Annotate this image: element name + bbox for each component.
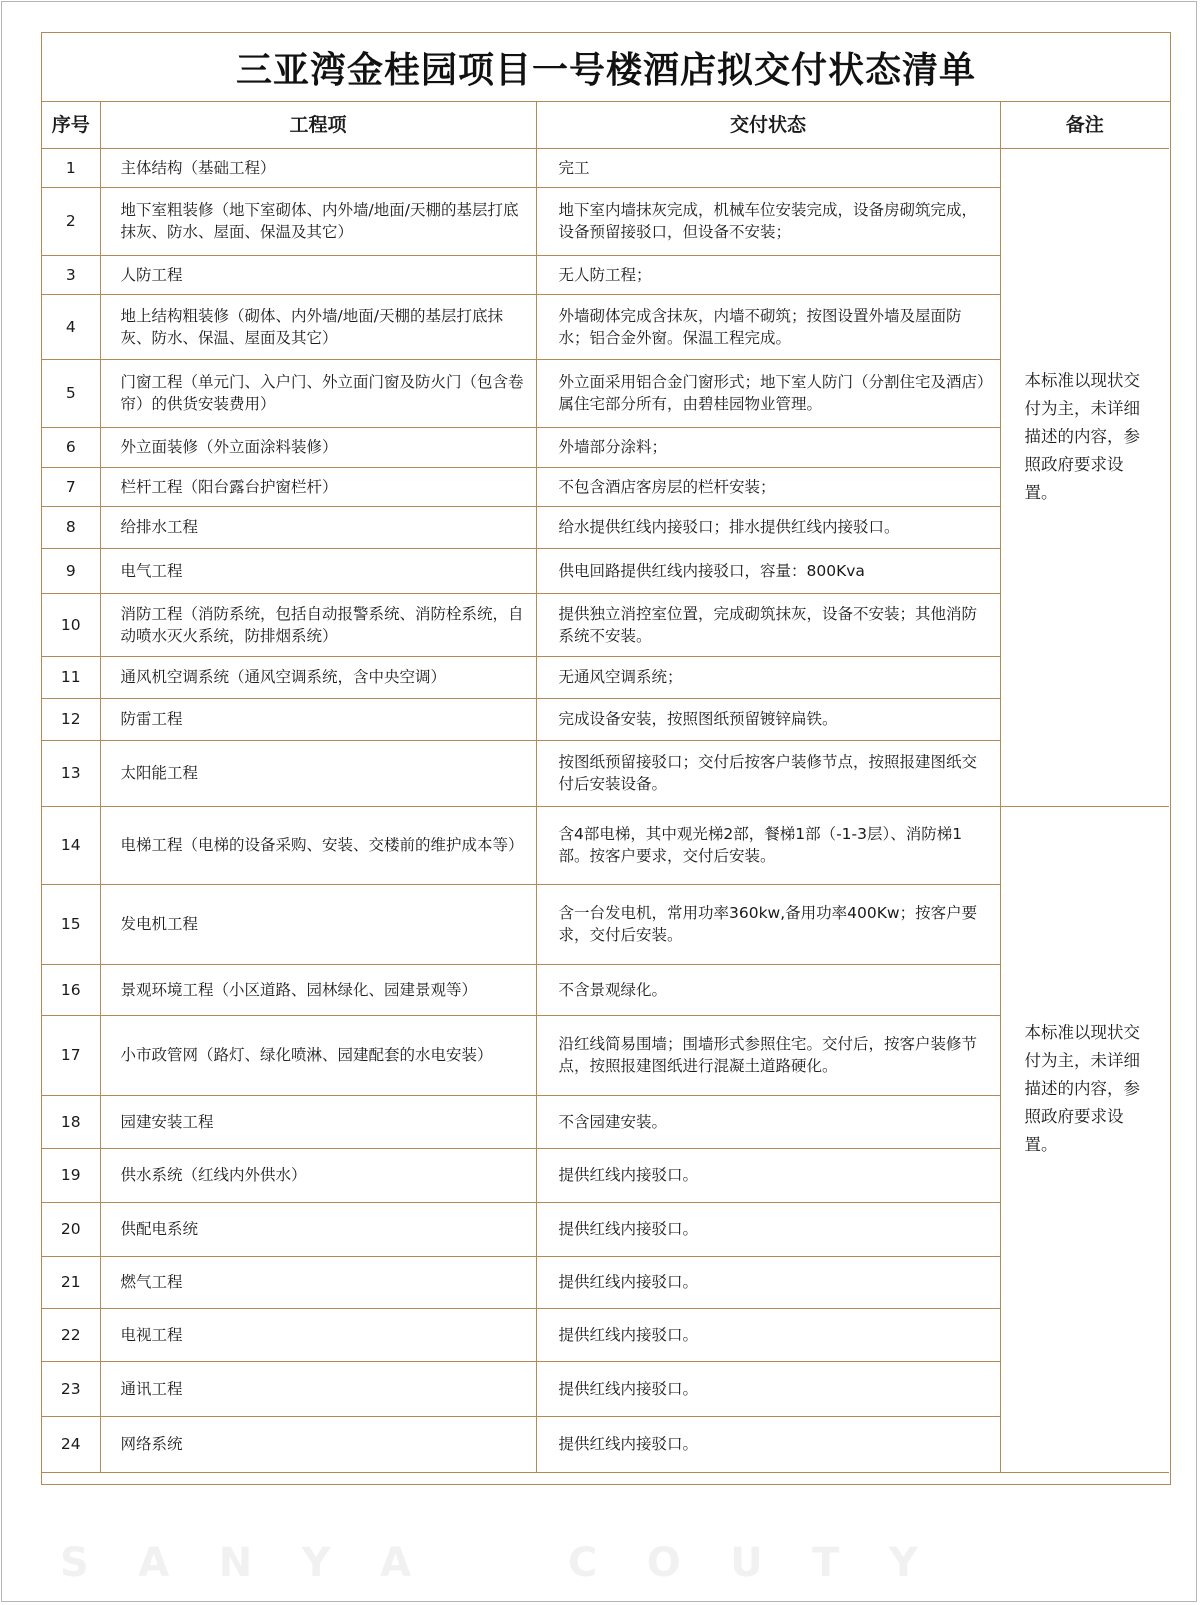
row-status: 完成设备安装，按照图纸预留镀锌扁铁。 (536, 698, 1000, 740)
row-status: 提供红线内接驳口。 (536, 1361, 1000, 1416)
row-item: 园建安装工程 (100, 1095, 536, 1148)
row-status: 外墙部分涂料； (536, 427, 1000, 467)
table-row (42, 506, 1169, 548)
table-header-row (42, 102, 1169, 148)
table-row (42, 1095, 1169, 1148)
row-item: 栏杆工程（阳台露台护窗栏杆） (100, 467, 536, 506)
table-row (42, 593, 1169, 656)
watermark-letter: T (812, 1540, 842, 1586)
row-item: 人防工程 (100, 255, 536, 294)
row-status: 按图纸预留接驳口；交付后按客户装修节点，按照报建图纸交付后安装设备。 (536, 740, 1000, 806)
document-title: 三亚湾金桂园项目一号楼酒店拟交付状态清单 (42, 33, 1170, 102)
table-row (42, 884, 1169, 964)
row-number: 4 (42, 294, 100, 359)
row-status: 无通风空调系统； (536, 656, 1000, 698)
row-number: 8 (42, 506, 100, 548)
row-number: 23 (42, 1361, 100, 1416)
row-status: 供电回路提供红线内接驳口，容量：800Kva (536, 548, 1000, 593)
row-number: 21 (42, 1256, 100, 1308)
row-status: 不包含酒店客房层的栏杆安装； (536, 467, 1000, 506)
row-item: 小市政管网（路灯、绿化喷淋、园建配套的水电安装） (100, 1015, 536, 1095)
row-item: 通讯工程 (100, 1361, 536, 1416)
row-item: 电梯工程（电梯的设备采购、安装、交楼前的维护成本等） (100, 806, 536, 884)
header-item: 工程项 (100, 102, 536, 148)
row-status: 地下室内墙抹灰完成，机械车位安装完成，设备房砌筑完成，设备预留接驳口，但设备不安装； (536, 187, 1000, 255)
table-row (42, 656, 1169, 698)
row-status: 提供红线内接驳口。 (536, 1308, 1000, 1361)
table-row (42, 1015, 1169, 1095)
row-item: 供配电系统 (100, 1202, 536, 1256)
row-item: 主体结构（基础工程） (100, 148, 536, 187)
row-item: 给排水工程 (100, 506, 536, 548)
row-item: 地下室粗装修（地下室砌体、内外墙/地面/天棚的基层打底抹灰、防水、屋面、保温及其它） (100, 187, 536, 255)
row-item: 电气工程 (100, 548, 536, 593)
table-row (42, 294, 1169, 359)
table-row (42, 964, 1169, 1015)
row-item: 网络系统 (100, 1416, 536, 1472)
watermark-letter: A (138, 1540, 172, 1586)
row-item: 供水系统（红线内外供水） (100, 1148, 536, 1202)
row-number: 24 (42, 1416, 100, 1472)
watermark-letter: A (380, 1540, 414, 1586)
watermark-letter: C (567, 1540, 600, 1586)
table-row (42, 148, 1169, 187)
watermark-letter: O (646, 1540, 683, 1586)
row-item: 门窗工程（单元门、入户门、外立面门窗及防火门（包含卷帘）的供货安装费用） (100, 359, 536, 427)
row-status: 外墙砌体完成含抹灰，内墙不砌筑；按图设置外墙及屋面防水；铝合金外窗。保温工程完成。 (536, 294, 1000, 359)
table-row (42, 1148, 1169, 1202)
table-row (42, 1361, 1169, 1416)
row-number: 22 (42, 1308, 100, 1361)
header-note: 备注 (1000, 102, 1169, 148)
row-number: 12 (42, 698, 100, 740)
row-number: 17 (42, 1015, 100, 1095)
table-row (42, 698, 1169, 740)
row-number: 3 (42, 255, 100, 294)
row-number: 15 (42, 884, 100, 964)
row-status: 外立面采用铝合金门窗形式；地下室人防门（分割住宅及酒店）属住宅部分所有，由碧桂园物业管理。 (536, 359, 1000, 427)
row-status: 无人防工程； (536, 255, 1000, 294)
row-item: 防雷工程 (100, 698, 536, 740)
table-row (42, 255, 1169, 294)
row-status: 提供红线内接驳口。 (536, 1148, 1000, 1202)
row-item: 燃气工程 (100, 1256, 536, 1308)
row-item: 发电机工程 (100, 884, 536, 964)
row-item: 消防工程（消防系统，包括自动报警系统、消防栓系统，自动喷水灭火系统，防排烟系统） (100, 593, 536, 656)
row-number: 18 (42, 1095, 100, 1148)
row-number: 16 (42, 964, 100, 1015)
row-number: 10 (42, 593, 100, 656)
table-row (42, 548, 1169, 593)
row-number: 1 (42, 148, 100, 187)
row-item: 通风机空调系统（通风空调系统，含中央空调） (100, 656, 536, 698)
row-item: 景观环境工程（小区道路、园林绿化、园建景观等） (100, 964, 536, 1015)
row-status: 提供红线内接驳口。 (536, 1202, 1000, 1256)
row-status: 提供红线内接驳口。 (536, 1256, 1000, 1308)
row-item: 电视工程 (100, 1308, 536, 1361)
watermark (60, 1540, 920, 1586)
row-number: 20 (42, 1202, 100, 1256)
row-number: 5 (42, 359, 100, 427)
note-group-1: 本标准以现状交付为主，未详细描述的内容，参照政府要求设置。 (1000, 148, 1169, 806)
row-status: 不含景观绿化。 (536, 964, 1000, 1015)
row-number: 11 (42, 656, 100, 698)
row-number: 2 (42, 187, 100, 255)
watermark-letter: Y (888, 1540, 920, 1586)
row-item: 太阳能工程 (100, 740, 536, 806)
table-row (42, 467, 1169, 506)
header-no: 序号 (42, 102, 100, 148)
table-row (42, 427, 1169, 467)
table-row (42, 1202, 1169, 1256)
row-item: 地上结构粗装修（砌体、内外墙/地面/天棚的基层打底抹灰、防水、保温、屋面及其它） (100, 294, 536, 359)
row-status: 给水提供红线内接驳口；排水提供红线内接驳口。 (536, 506, 1000, 548)
table-row (42, 1256, 1169, 1308)
row-item: 外立面装修（外立面涂料装修） (100, 427, 536, 467)
table-row (42, 359, 1169, 427)
row-number: 19 (42, 1148, 100, 1202)
row-status: 完工 (536, 148, 1000, 187)
watermark-letter: S (60, 1540, 91, 1586)
table-row (42, 740, 1169, 806)
delivery-status-sheet (41, 32, 1171, 1485)
row-number: 9 (42, 548, 100, 593)
row-number: 6 (42, 427, 100, 467)
row-status: 含一台发电机，常用功率360kw,备用功率400Kw；按客户要求，交付后安装。 (536, 884, 1000, 964)
row-status: 沿红线简易围墙；围墙形式参照住宅。交付后，按客户装修节点，按照报建图纸进行混凝土道路硬化。 (536, 1015, 1000, 1095)
watermark-letter: U (730, 1540, 765, 1586)
watermark-letter: N (218, 1540, 255, 1586)
table-row (42, 1416, 1169, 1472)
header-status: 交付状态 (536, 102, 1000, 148)
table-row (42, 806, 1169, 884)
row-status: 不含园建安装。 (536, 1095, 1000, 1148)
watermark-letter: Y (301, 1540, 333, 1586)
row-status: 含4部电梯，其中观光梯2部，餐梯1部（-1-3层）、消防梯1部。按客户要求，交付后安装。 (536, 806, 1000, 884)
row-number: 7 (42, 467, 100, 506)
note-group-2: 本标准以现状交付为主，未详细描述的内容，参照政府要求设置。 (1000, 806, 1169, 1472)
row-number: 14 (42, 806, 100, 884)
row-number: 13 (42, 740, 100, 806)
row-status: 提供红线内接驳口。 (536, 1416, 1000, 1472)
table-row (42, 187, 1169, 255)
table-row (42, 1308, 1169, 1361)
row-status: 提供独立消控室位置，完成砌筑抹灰，设备不安装；其他消防系统不安装。 (536, 593, 1000, 656)
delivery-status-table (42, 102, 1169, 1473)
